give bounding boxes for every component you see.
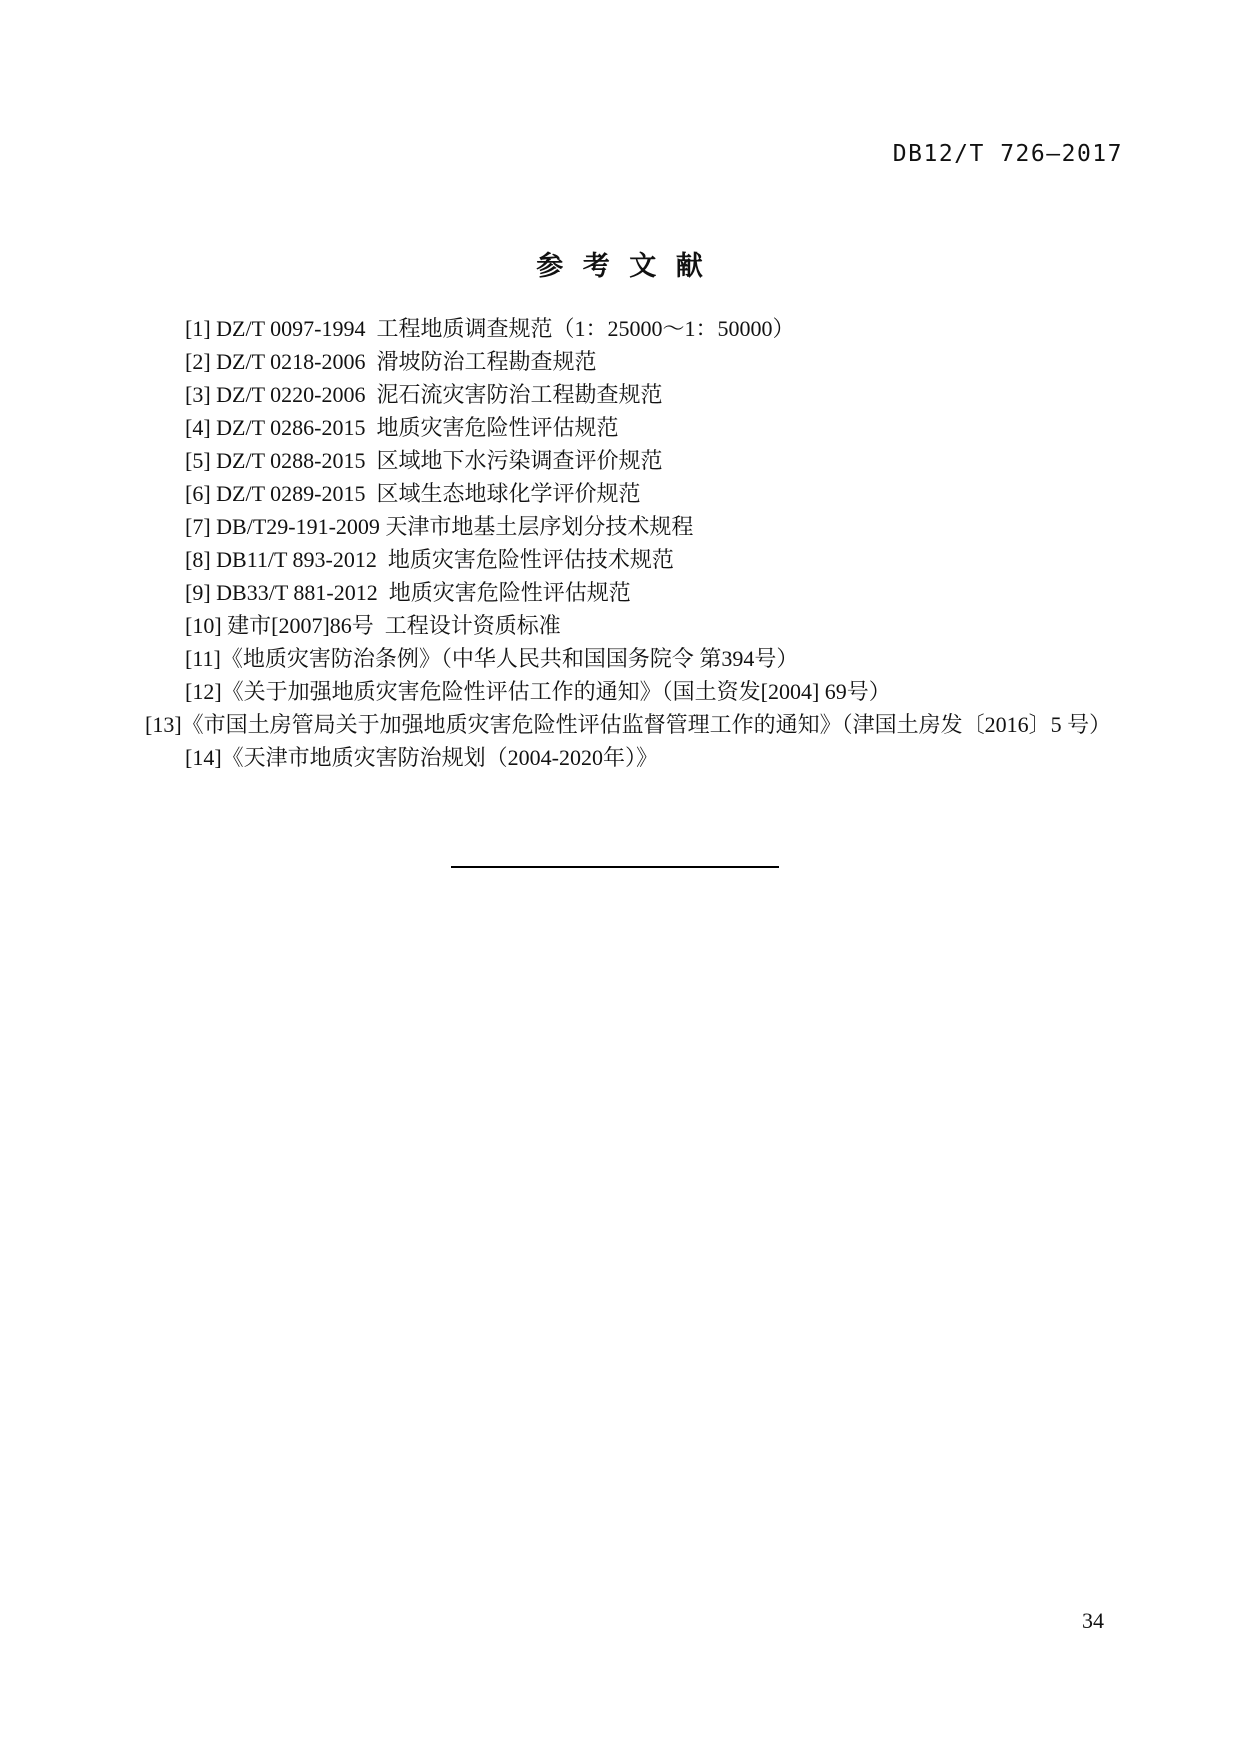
end-of-document-divider — [451, 866, 779, 868]
reference-item: [9] DB33/T 881-2012 地质灾害危险性评估规范 — [185, 580, 631, 605]
page-title: 参 考 文 献 — [536, 251, 705, 281]
reference-item: [7] DB/T29-191-2009 天津市地基土层序划分技术规程 — [185, 514, 694, 539]
reference-item: [11]《地质灾害防治条例》（中华人民共和国国务院令 第394号） — [185, 646, 799, 671]
reference-item: [14]《天津市地质灾害防治规划（2004-2020年）》 — [185, 745, 658, 770]
reference-item: [1] DZ/T 0097-1994 工程地质调查规范（1：25000～1：50000） — [185, 316, 795, 341]
reference-item: [2] DZ/T 0218-2006 滑坡防治工程勘查规范 — [185, 349, 597, 374]
reference-item: [3] DZ/T 0220-2006 泥石流灾害防治工程勘查规范 — [185, 382, 663, 407]
reference-item: [13]《市国土房管局关于加强地质灾害危险性评估监督管理工作的通知》（津国土房发〔2016〕5 号） — [145, 712, 1112, 737]
page-number: 34 — [1082, 1608, 1104, 1633]
reference-item: [5] DZ/T 0288-2015 区域地下水污染调查评价规范 — [185, 448, 663, 473]
reference-item: [6] DZ/T 0289-2015 区域生态地球化学评价规范 — [185, 481, 641, 506]
reference-item: [4] DZ/T 0286-2015 地质灾害危险性评估规范 — [185, 415, 619, 440]
reference-item: [10] 建市[2007]86号 工程设计资质标准 — [185, 613, 561, 638]
reference-item: [12]《关于加强地质灾害危险性评估工作的通知》（国土资发[2004] 69号） — [185, 679, 891, 704]
references-list — [103, 312, 1141, 774]
standard-number-header: DB12/T 726—2017 — [892, 141, 1123, 167]
reference-item: [8] DB11/T 893-2012 地质灾害危险性评估技术规范 — [185, 547, 674, 572]
